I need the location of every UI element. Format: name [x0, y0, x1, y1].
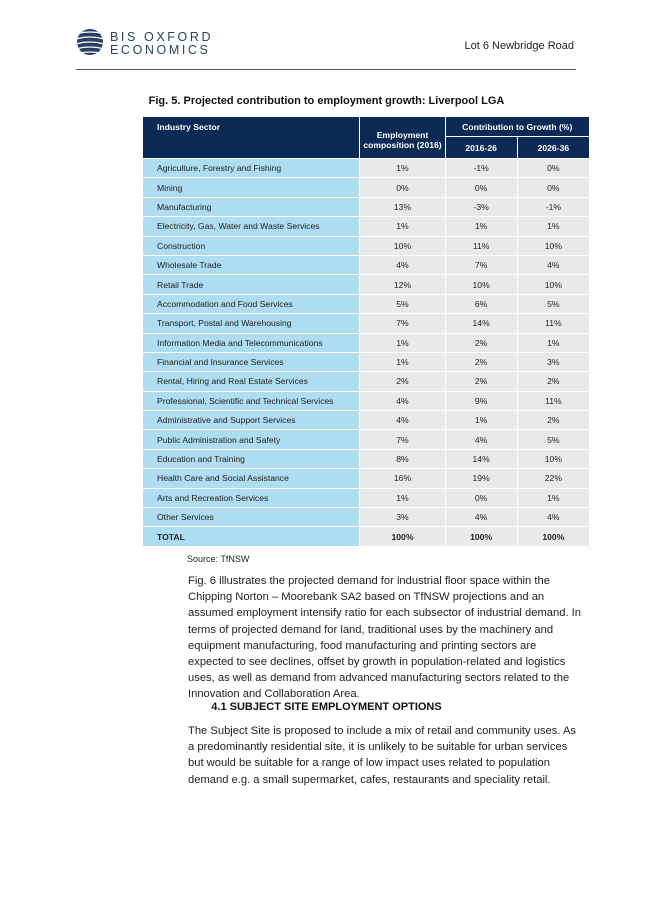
- total-composition-cell: 100%: [360, 527, 444, 545]
- composition-cell: 2%: [360, 372, 444, 390]
- sector-cell: Agriculture, Forestry and Fishing: [143, 159, 359, 177]
- sector-cell: Arts and Recreation Services: [143, 489, 359, 507]
- composition-cell: 13%: [360, 198, 444, 216]
- header-period-2016-26: 2016-26: [446, 137, 517, 158]
- sector-cell: Rental, Hiring and Real Estate Services: [143, 372, 359, 390]
- growth-2026-36-cell: 11%: [518, 314, 589, 332]
- growth-2026-36-cell: 3%: [518, 353, 589, 371]
- growth-2016-26-cell: 2%: [446, 334, 517, 352]
- growth-2016-26-cell: -1%: [446, 159, 517, 177]
- growth-2016-26-cell: 6%: [446, 295, 517, 313]
- table-row: [143, 198, 589, 216]
- table-row: [143, 256, 589, 274]
- total-growth-2026-36-cell: 100%: [518, 527, 589, 545]
- growth-2026-36-cell: 10%: [518, 450, 589, 468]
- growth-2016-26-cell: 10%: [446, 275, 517, 293]
- total-growth-2016-26-cell: 100%: [446, 527, 517, 545]
- composition-cell: 7%: [360, 314, 444, 332]
- header-divider: [76, 69, 576, 70]
- sector-cell: Education and Training: [143, 450, 359, 468]
- table-row: [143, 353, 589, 371]
- sector-cell: Public Administration and Safety: [143, 430, 359, 448]
- total-row: [143, 527, 589, 545]
- table-row: [143, 237, 589, 255]
- growth-2016-26-cell: 4%: [446, 508, 517, 526]
- sector-cell: Information Media and Telecommunications: [143, 334, 359, 352]
- growth-2016-26-cell: 9%: [446, 392, 517, 410]
- sector-cell: Administrative and Support Services: [143, 411, 359, 429]
- growth-2026-36-cell: 0%: [518, 159, 589, 177]
- composition-cell: 10%: [360, 237, 444, 255]
- table-row: [143, 450, 589, 468]
- growth-2016-26-cell: 1%: [446, 217, 517, 235]
- table-row: [143, 411, 589, 429]
- total-label-cell: TOTAL: [143, 527, 359, 545]
- table-row: [143, 469, 589, 487]
- growth-2026-36-cell: 11%: [518, 392, 589, 410]
- composition-cell: 5%: [360, 295, 444, 313]
- sector-cell: Other Services: [143, 508, 359, 526]
- header-period-2026-36: 2026-36: [518, 137, 589, 158]
- table-row: [143, 178, 589, 196]
- growth-2026-36-cell: -1%: [518, 198, 589, 216]
- growth-2016-26-cell: 14%: [446, 314, 517, 332]
- table-row: [143, 430, 589, 448]
- growth-2016-26-cell: 1%: [446, 411, 517, 429]
- table-row: [143, 489, 589, 507]
- logo-wordmark: [110, 31, 213, 56]
- growth-2026-36-cell: 1%: [518, 217, 589, 235]
- composition-cell: 1%: [360, 353, 444, 371]
- composition-cell: 3%: [360, 508, 444, 526]
- growth-2026-36-cell: 5%: [518, 430, 589, 448]
- composition-cell: 1%: [360, 489, 444, 507]
- logo-line-1: BIS OXFORD: [110, 30, 214, 44]
- growth-2026-36-cell: 22%: [518, 469, 589, 487]
- table-row: [143, 334, 589, 352]
- growth-2026-36-cell: 4%: [518, 508, 589, 526]
- table-row: [143, 392, 589, 410]
- figure-title: Fig. 5. Projected contribution to employment growth: Liverpool LGA: [148, 95, 505, 107]
- table-row: [143, 275, 589, 293]
- sector-cell: Professional, Scientific and Technical Services: [143, 392, 359, 410]
- growth-2026-36-cell: 10%: [518, 275, 589, 293]
- growth-2026-36-cell: 10%: [518, 237, 589, 255]
- table-row: [143, 314, 589, 332]
- header-industry-sector: Industry Sector: [143, 117, 359, 158]
- composition-cell: 8%: [360, 450, 444, 468]
- logo-line-2: ECONOMICS: [110, 42, 211, 57]
- composition-cell: 1%: [360, 159, 444, 177]
- table-row: [143, 159, 589, 177]
- sector-cell: Financial and Insurance Services: [143, 353, 359, 371]
- composition-cell: 0%: [360, 178, 444, 196]
- composition-cell: 4%: [360, 392, 444, 410]
- table-source: Source: TfNSW: [187, 554, 250, 564]
- table-row: [143, 508, 589, 526]
- sector-cell: Wholesale Trade: [143, 256, 359, 274]
- sector-cell: Manufacturing: [143, 198, 359, 216]
- sector-cell: Transport, Postal and Warehousing: [143, 314, 359, 332]
- body-paragraph-2: The Subject Site is proposed to include a mix of retail and community uses. As a predominantly residential site, it is unlikely to be suitable for urban services but would be suitable for a range of low impact uses related to population demand e.g. a small supermarket, cafes, restaurants and speciality retail.: [188, 725, 577, 786]
- sector-cell: Health Care and Social Assistance: [143, 469, 359, 487]
- growth-2016-26-cell: 2%: [446, 353, 517, 371]
- document-title: Lot 6 Newbridge Road: [464, 40, 574, 52]
- growth-2026-36-cell: 2%: [518, 372, 589, 390]
- header-contribution-to-growth: Contribution to Growth (%): [446, 117, 589, 136]
- table-row: [143, 295, 589, 313]
- sector-cell: Construction: [143, 237, 359, 255]
- table-body: [143, 159, 589, 546]
- body-paragraph-1: Fig. 6 illustrates the projected demand for industrial floor space within the Chipping Norton – Moorebank SA2 based on TfNSW projections and an assumed employment intensify ratio for each subsector of industrial demand. In terms of projected demand for land, traditional uses by the machinery and equipment manufacturing, food manufacturing and printing sectors are expected to see declines, offset by growth in population-related and logistics uses, as well as demand from advanced manufacturing sectors related to the Innovation and Collaboration Area.: [188, 575, 582, 701]
- growth-2016-26-cell: 0%: [446, 178, 517, 196]
- growth-2016-26-cell: 4%: [446, 430, 517, 448]
- growth-2026-36-cell: 2%: [518, 411, 589, 429]
- growth-2016-26-cell: 7%: [446, 256, 517, 274]
- composition-cell: 16%: [360, 469, 444, 487]
- growth-2026-36-cell: 1%: [518, 334, 589, 352]
- composition-cell: 1%: [360, 217, 444, 235]
- growth-2026-36-cell: 1%: [518, 489, 589, 507]
- composition-cell: 4%: [360, 411, 444, 429]
- composition-cell: 1%: [360, 334, 444, 352]
- growth-2016-26-cell: -3%: [446, 198, 517, 216]
- composition-cell: 4%: [360, 256, 444, 274]
- table-row: [143, 217, 589, 235]
- sector-cell: Mining: [143, 178, 359, 196]
- growth-2026-36-cell: 4%: [518, 256, 589, 274]
- header-employment-composition: Employment composition (2016): [360, 117, 444, 158]
- growth-2016-26-cell: 14%: [446, 450, 517, 468]
- table-row: [143, 372, 589, 390]
- composition-cell: 12%: [360, 275, 444, 293]
- growth-2016-26-cell: 11%: [446, 237, 517, 255]
- growth-2016-26-cell: 2%: [446, 372, 517, 390]
- globe-logo-icon: [76, 28, 104, 56]
- section-heading: 4.1 SUBJECT SITE EMPLOYMENT OPTIONS: [211, 701, 442, 713]
- growth-2016-26-cell: 19%: [446, 469, 517, 487]
- sector-cell: Retail Trade: [143, 275, 359, 293]
- growth-2026-36-cell: 5%: [518, 295, 589, 313]
- employment-growth-table: [142, 116, 590, 547]
- growth-2026-36-cell: 0%: [518, 178, 589, 196]
- sector-cell: Accommodation and Food Services: [143, 295, 359, 313]
- composition-cell: 7%: [360, 430, 444, 448]
- sector-cell: Electricity, Gas, Water and Waste Services: [143, 217, 359, 235]
- growth-2016-26-cell: 0%: [446, 489, 517, 507]
